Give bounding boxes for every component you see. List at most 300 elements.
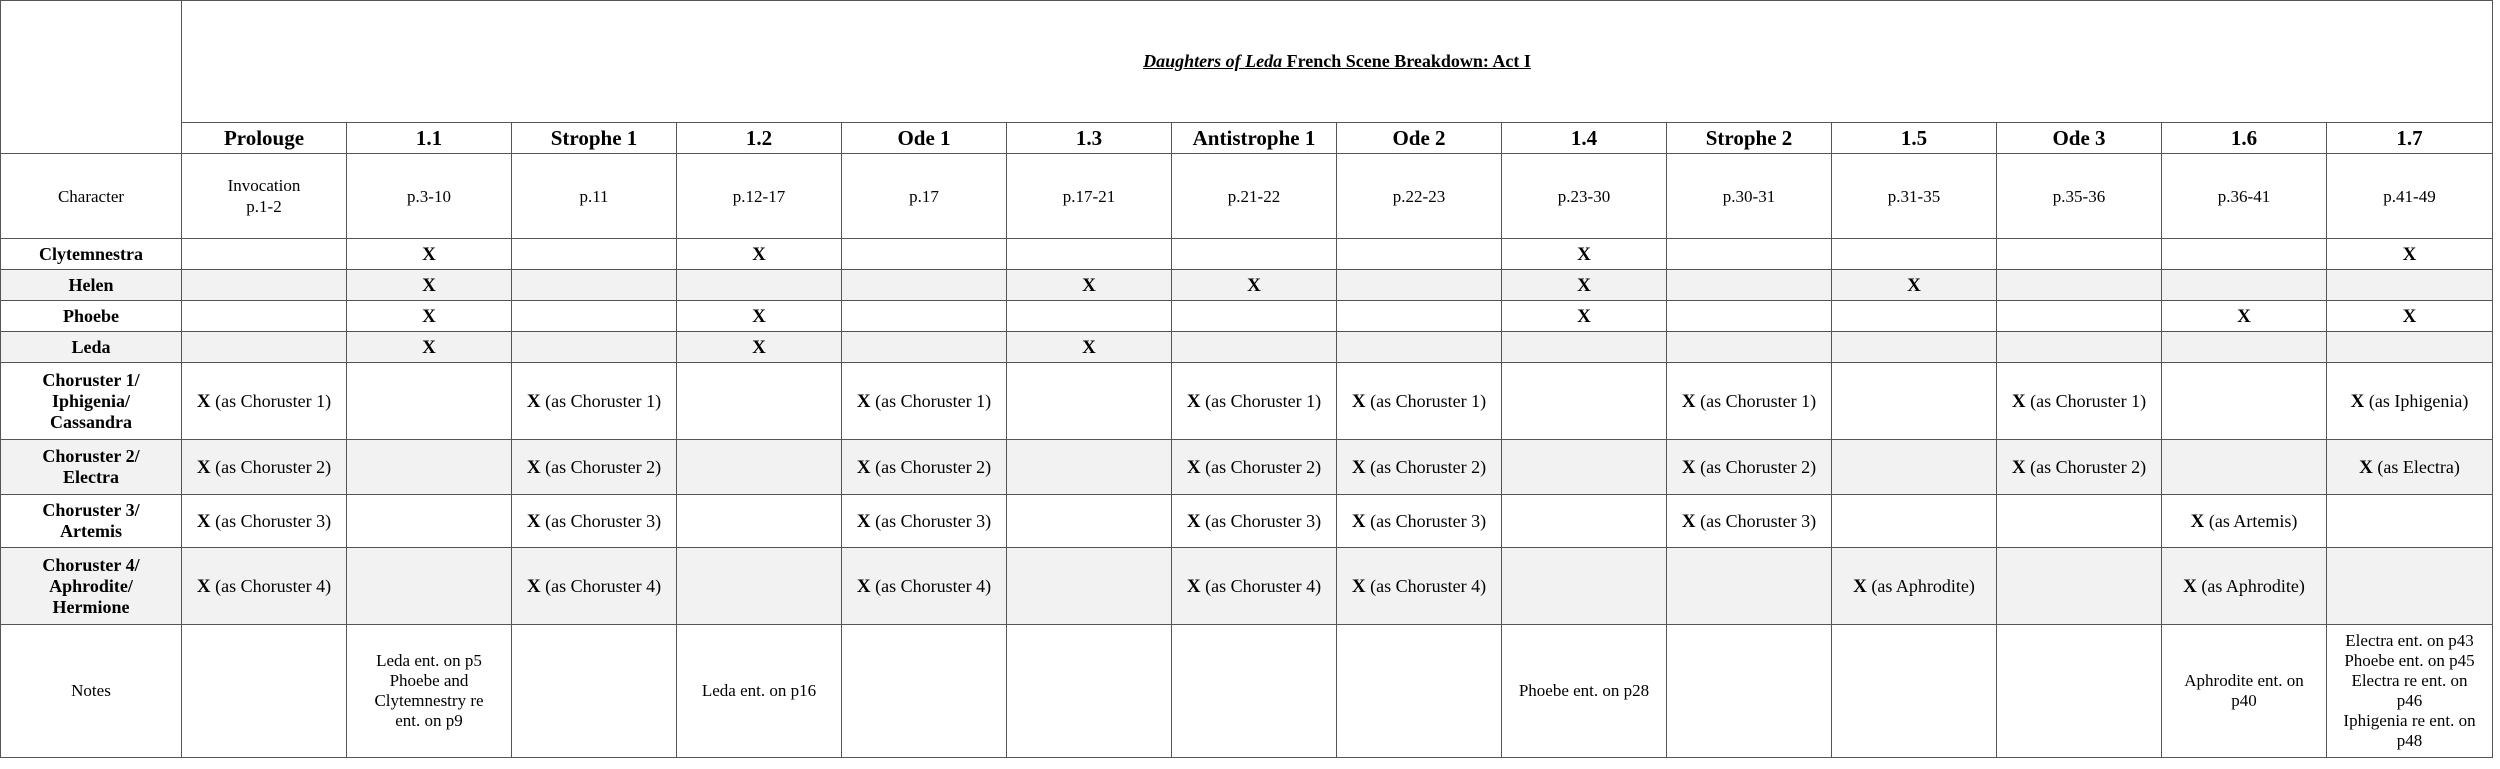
appearance-cell — [1997, 495, 2162, 548]
appearance-mark: X — [1853, 575, 1867, 597]
scene-header: 1.7 — [2327, 123, 2493, 154]
title-rest: French Scene Breakdown: Act I — [1282, 51, 1531, 71]
appearance-cell — [182, 301, 347, 332]
character-name-line: Hermione — [52, 596, 130, 617]
scene-header: 1.5 — [1832, 123, 1997, 154]
role-note: (as Choruster 4) — [875, 575, 992, 596]
role-note: (as Choruster 1) — [215, 390, 332, 411]
character-name — [1, 270, 182, 301]
role-note: (as Choruster 2) — [1370, 456, 1487, 477]
appearance-cell — [182, 495, 347, 548]
appearance-mark: X — [1186, 510, 1201, 532]
appearance-cell — [2162, 495, 2327, 548]
note-line: Electra ent. on p43 — [2345, 631, 2474, 650]
page-range-cell — [1997, 154, 2162, 239]
notes-cell — [1502, 625, 1667, 758]
page-range-line: p.1-2 — [246, 197, 282, 216]
appearance-cell — [1667, 440, 1832, 495]
appearance-mark: X — [526, 510, 541, 532]
appearance-cell — [1007, 548, 1172, 625]
role-note: (as Choruster 4) — [215, 575, 332, 596]
appearance-cell — [1502, 495, 1667, 548]
page-range-line: p.3-10 — [407, 186, 451, 206]
page-range-cell — [1832, 154, 1997, 239]
appearance-cell — [512, 332, 677, 363]
note-line: Clytemnestry re — [374, 691, 484, 710]
appearance-cell — [347, 239, 512, 270]
table-body — [1, 1, 2493, 758]
appearance-cell — [1667, 270, 1832, 301]
role-note: (as Choruster 3) — [875, 510, 992, 531]
character-name-line: Leda — [71, 336, 111, 357]
appearance-cell — [347, 332, 512, 363]
character-header: Character — [1, 154, 182, 239]
appearance-mark: X — [752, 305, 766, 327]
scene-header: Ode 1 — [842, 123, 1007, 154]
character-row — [1, 440, 2493, 495]
appearance-mark: X — [196, 510, 211, 532]
appearance-cell — [842, 332, 1007, 363]
page-range-line: p.21-22 — [1227, 186, 1281, 206]
appearance-cell — [2162, 332, 2327, 363]
character-name-line: Electra — [63, 467, 119, 487]
character-name — [1, 301, 182, 332]
appearance-mark: X — [1681, 456, 1696, 478]
appearance-cell — [512, 270, 677, 301]
note-line: Phoebe ent. on p28 — [1518, 681, 1650, 700]
appearance-cell — [1337, 301, 1502, 332]
appearance-cell — [1172, 495, 1337, 548]
page-range-cell — [1502, 154, 1667, 239]
role-note: (as Choruster 1) — [1205, 390, 1322, 411]
appearance-cell — [1007, 332, 1172, 363]
appearance-cell — [842, 270, 1007, 301]
notes-cell — [1007, 625, 1172, 758]
appearance-cell — [2327, 332, 2493, 363]
appearance-cell — [2327, 270, 2493, 301]
appearance-mark: X — [526, 390, 541, 412]
note-line: Leda ent. on p16 — [701, 681, 817, 700]
page-range-cell — [842, 154, 1007, 239]
character-row — [1, 332, 2493, 363]
appearance-mark: X — [1681, 390, 1696, 412]
role-note: (as Choruster 1) — [875, 390, 992, 411]
character-name-line: Iphigenia/ — [51, 390, 131, 411]
notes-cell — [1832, 625, 1997, 758]
note-line: ent. on p9 — [395, 711, 463, 730]
role-note: (as Choruster 4) — [1205, 575, 1322, 596]
appearance-cell — [182, 440, 347, 495]
role-note: (as Choruster 2) — [1205, 456, 1322, 477]
role-note: (as Iphigenia) — [2368, 390, 2469, 411]
character-name — [1, 440, 182, 495]
role-note: (as Choruster 3) — [1700, 510, 1817, 531]
appearance-cell — [512, 239, 677, 270]
appearance-cell — [1172, 270, 1337, 301]
appearance-cell — [512, 363, 677, 440]
appearance-cell — [512, 301, 677, 332]
note-line: Iphigenia re ent. on — [2343, 711, 2476, 730]
note-line: Electra re ent. on — [2351, 671, 2468, 690]
appearance-cell — [347, 270, 512, 301]
note-line: Phoebe and — [389, 671, 469, 690]
appearance-cell — [182, 548, 347, 625]
character-name-line: Choruster 1/ — [42, 369, 140, 390]
appearance-mark: X — [526, 456, 541, 478]
appearance-cell — [182, 363, 347, 440]
appearance-mark: X — [1186, 575, 1201, 597]
appearance-cell — [1337, 363, 1502, 440]
notes-cell — [182, 625, 347, 758]
page-range-cell — [2327, 154, 2493, 239]
appearance-cell — [1667, 239, 1832, 270]
appearance-cell — [842, 440, 1007, 495]
appearance-cell — [347, 548, 512, 625]
role-note: (as Choruster 4) — [545, 575, 662, 596]
appearance-cell — [1832, 239, 1997, 270]
appearance-cell — [677, 548, 842, 625]
appearance-mark: X — [1577, 305, 1591, 327]
appearance-cell — [1502, 363, 1667, 440]
appearance-cell — [1997, 332, 2162, 363]
note-line: p46 — [2396, 691, 2423, 710]
appearance-cell — [2162, 270, 2327, 301]
appearance-cell — [1337, 440, 1502, 495]
appearance-mark: X — [1577, 243, 1591, 265]
page-range-line: p.17-21 — [1062, 186, 1116, 206]
appearance-cell — [2327, 301, 2493, 332]
appearance-cell — [347, 301, 512, 332]
appearance-cell — [2162, 440, 2327, 495]
character-name — [1, 239, 182, 270]
appearance-mark: X — [1186, 456, 1201, 478]
role-note: (as Aphrodite) — [2201, 575, 2305, 596]
character-row — [1, 363, 2493, 440]
appearance-cell — [1832, 548, 1997, 625]
note-line: p40 — [2231, 691, 2257, 710]
character-name-line: Choruster 3/ — [42, 500, 140, 520]
appearance-cell — [1667, 332, 1832, 363]
character-row — [1, 548, 2493, 625]
appearance-mark: X — [526, 575, 541, 597]
appearance-mark: X — [1082, 274, 1096, 296]
appearance-mark: X — [2359, 456, 2373, 478]
title-row — [1, 1, 2493, 123]
character-name — [1, 363, 182, 440]
appearance-cell — [1172, 301, 1337, 332]
character-name-line: Phoebe — [63, 305, 119, 326]
page-range-line: p.17 — [909, 186, 939, 206]
role-note: (as Aphrodite) — [1871, 575, 1975, 596]
role-note: (as Choruster 3) — [1205, 510, 1322, 531]
appearance-cell — [512, 440, 677, 495]
appearance-cell — [1667, 363, 1832, 440]
page-range-line: p.35-36 — [2052, 186, 2106, 206]
role-note: (as Choruster 1) — [2030, 390, 2147, 411]
appearance-mark: X — [856, 575, 871, 597]
character-row — [1, 495, 2493, 548]
role-note: (as Choruster 1) — [545, 390, 662, 411]
page-range-cell — [182, 154, 347, 239]
character-name-line: Aphrodite/ — [49, 575, 133, 596]
appearance-cell — [182, 239, 347, 270]
note-line: Phoebe ent. on p45 — [2344, 651, 2475, 670]
appearance-cell — [1502, 270, 1667, 301]
appearance-cell — [1832, 270, 1997, 301]
notes-cell — [347, 625, 512, 758]
scene-header: Antistrophe 1 — [1172, 123, 1337, 154]
appearance-mark: X — [422, 305, 436, 327]
note-line: Leda ent. on p5 — [376, 651, 482, 670]
appearance-cell — [2327, 495, 2493, 548]
page-range-line: p.22-23 — [1392, 186, 1446, 206]
appearance-mark: X — [1577, 274, 1591, 296]
appearance-cell — [1172, 332, 1337, 363]
appearance-cell — [842, 548, 1007, 625]
appearance-mark: X — [2402, 243, 2417, 265]
scene-header: Ode 2 — [1337, 123, 1502, 154]
page-range-cell — [2162, 154, 2327, 239]
appearance-cell — [1997, 548, 2162, 625]
notes-cell — [1667, 625, 1832, 758]
appearance-mark: X — [2183, 575, 2197, 597]
appearance-mark: X — [1247, 274, 1261, 296]
role-note: (as Choruster 4) — [1370, 575, 1487, 596]
scene-header: 1.3 — [1007, 123, 1172, 154]
appearance-mark: X — [2011, 390, 2026, 412]
scene-header: 1.1 — [347, 123, 512, 154]
page-range-cell — [1172, 154, 1337, 239]
appearance-cell — [1172, 239, 1337, 270]
appearance-cell — [1337, 548, 1502, 625]
page-range-cell — [1337, 154, 1502, 239]
appearance-mark: X — [1681, 510, 1696, 532]
appearance-cell — [1667, 495, 1832, 548]
scene-header: Ode 3 — [1997, 123, 2162, 154]
appearance-cell — [1172, 440, 1337, 495]
scene-header: Prolouge — [182, 123, 347, 154]
role-note: (as Choruster 1) — [1700, 390, 1817, 411]
scene-header: Strophe 2 — [1667, 123, 1832, 154]
scene-header: 1.2 — [677, 123, 842, 154]
appearance-mark: X — [1186, 390, 1201, 412]
appearance-cell — [2162, 548, 2327, 625]
appearance-cell — [2162, 239, 2327, 270]
notes-cell — [1172, 625, 1337, 758]
appearance-cell — [2327, 239, 2493, 270]
appearance-cell — [1667, 301, 1832, 332]
appearance-cell — [1832, 332, 1997, 363]
appearance-mark: X — [856, 510, 871, 532]
appearance-cell — [512, 495, 677, 548]
character-name — [1, 548, 182, 625]
corner-cell — [1, 1, 182, 154]
scene-header-row — [1, 123, 2493, 154]
notes-row — [1, 625, 2493, 758]
appearance-cell — [1997, 301, 2162, 332]
notes-cell — [512, 625, 677, 758]
page-range-cell — [1007, 154, 1172, 239]
appearance-mark: X — [422, 336, 436, 358]
scene-header: 1.6 — [2162, 123, 2327, 154]
appearance-cell — [1832, 440, 1997, 495]
appearance-mark: X — [1082, 336, 1096, 358]
note-line: Aphrodite ent. on — [2184, 671, 2304, 690]
appearance-cell — [1502, 301, 1667, 332]
role-note: (as Choruster 3) — [1370, 510, 1487, 531]
appearance-cell — [1997, 363, 2162, 440]
appearance-mark: X — [196, 456, 211, 478]
page-range-line: p.23-30 — [1557, 186, 1611, 206]
character-row — [1, 301, 2493, 332]
character-name-line: Choruster 4/ — [42, 554, 140, 575]
page-range-cell — [677, 154, 842, 239]
notes-cell — [2162, 625, 2327, 758]
character-name-line: Clytemnestra — [39, 243, 143, 264]
appearance-cell — [2162, 301, 2327, 332]
character-name-line: Helen — [68, 274, 114, 295]
appearance-cell — [1007, 363, 1172, 440]
appearance-cell — [1007, 440, 1172, 495]
notes-cell — [1997, 625, 2162, 758]
appearance-cell — [1997, 440, 2162, 495]
page-range-row — [1, 154, 2493, 239]
appearance-cell — [2162, 363, 2327, 440]
page-range-line: p.12-17 — [732, 186, 786, 206]
appearance-mark: X — [752, 336, 766, 358]
role-note: (as Choruster 1) — [1370, 390, 1487, 411]
appearance-cell — [1007, 239, 1172, 270]
appearance-cell — [182, 270, 347, 301]
page-range-line: p.30-31 — [1722, 186, 1776, 206]
appearance-mark: X — [2402, 305, 2417, 327]
character-name-line: Cassandra — [49, 411, 133, 432]
notes-header: Notes — [1, 625, 182, 758]
role-note: (as Choruster 2) — [2030, 456, 2147, 477]
appearance-mark: X — [2011, 456, 2026, 478]
appearance-mark: X — [1907, 274, 1921, 296]
notes-cell — [2327, 625, 2493, 758]
appearance-mark: X — [1351, 456, 1366, 478]
appearance-cell — [1502, 332, 1667, 363]
appearance-cell — [1007, 301, 1172, 332]
page-range-cell — [347, 154, 512, 239]
character-row — [1, 270, 2493, 301]
appearance-cell — [347, 440, 512, 495]
appearance-mark: X — [1351, 510, 1366, 532]
notes-cell — [677, 625, 842, 758]
appearance-cell — [677, 301, 842, 332]
role-note: (as Electra) — [2377, 456, 2460, 477]
role-note: (as Choruster 2) — [545, 456, 662, 477]
appearance-cell — [842, 301, 1007, 332]
appearance-mark: X — [422, 274, 436, 296]
appearance-cell — [2327, 440, 2493, 495]
appearance-cell — [1832, 301, 1997, 332]
notes-cell — [1337, 625, 1502, 758]
page-title — [182, 1, 2493, 123]
appearance-mark: X — [422, 243, 436, 265]
page-range-line: p.11 — [579, 186, 609, 206]
appearance-cell — [1997, 270, 2162, 301]
page-range-line: Invocation — [227, 176, 301, 195]
appearance-cell — [182, 332, 347, 363]
appearance-cell — [1667, 548, 1832, 625]
appearance-cell — [2327, 548, 2493, 625]
appearance-cell — [842, 363, 1007, 440]
scene-header: 1.4 — [1502, 123, 1667, 154]
scene-header: Strophe 1 — [512, 123, 677, 154]
appearance-cell — [1337, 239, 1502, 270]
character-name — [1, 495, 182, 548]
role-note: (as Choruster 3) — [545, 510, 662, 531]
page-range-line: p.31-35 — [1887, 186, 1941, 206]
appearance-mark: X — [196, 390, 211, 412]
appearance-cell — [677, 270, 842, 301]
character-row — [1, 239, 2493, 270]
appearance-cell — [1997, 239, 2162, 270]
appearance-cell — [842, 239, 1007, 270]
title-italic: Daughters of Leda — [1143, 51, 1283, 71]
appearance-mark: X — [2237, 305, 2251, 327]
role-note: (as Choruster 2) — [215, 456, 332, 477]
appearance-cell — [677, 495, 842, 548]
character-name-line: Choruster 2/ — [42, 446, 140, 466]
character-name-line: Artemis — [60, 521, 122, 541]
appearance-cell — [1172, 363, 1337, 440]
page-range-line: p.41-49 — [2383, 186, 2436, 206]
appearance-cell — [1832, 363, 1997, 440]
appearance-cell — [1832, 495, 1997, 548]
appearance-cell — [2327, 363, 2493, 440]
appearance-cell — [1502, 440, 1667, 495]
appearance-mark: X — [2350, 390, 2365, 412]
character-name — [1, 332, 182, 363]
appearance-cell — [677, 440, 842, 495]
appearance-cell — [347, 363, 512, 440]
appearance-cell — [1502, 548, 1667, 625]
appearance-cell — [1502, 239, 1667, 270]
appearance-mark: X — [752, 243, 766, 265]
appearance-mark: X — [196, 575, 211, 597]
role-note: (as Artemis) — [2208, 510, 2298, 531]
appearance-mark: X — [1351, 390, 1366, 412]
appearance-cell — [1337, 270, 1502, 301]
appearance-mark: X — [856, 456, 871, 478]
appearance-mark: X — [2190, 510, 2205, 532]
role-note: (as Choruster 2) — [1700, 456, 1817, 477]
appearance-cell — [1007, 495, 1172, 548]
appearance-cell — [677, 363, 842, 440]
role-note: (as Choruster 3) — [215, 510, 332, 531]
page-range-line: p.36-41 — [2217, 186, 2271, 206]
appearance-cell — [347, 495, 512, 548]
appearance-cell — [1337, 495, 1502, 548]
appearance-mark: X — [1351, 575, 1366, 597]
appearance-cell — [677, 332, 842, 363]
appearance-cell — [842, 495, 1007, 548]
page-range-cell — [512, 154, 677, 239]
role-note: (as Choruster 2) — [875, 456, 992, 477]
appearance-cell — [1337, 332, 1502, 363]
notes-cell — [842, 625, 1007, 758]
page-range-cell — [1667, 154, 1832, 239]
appearance-cell — [1172, 548, 1337, 625]
appearance-cell — [1007, 270, 1172, 301]
appearance-cell — [512, 548, 677, 625]
appearance-mark: X — [856, 390, 871, 412]
note-line: p48 — [2396, 731, 2423, 750]
